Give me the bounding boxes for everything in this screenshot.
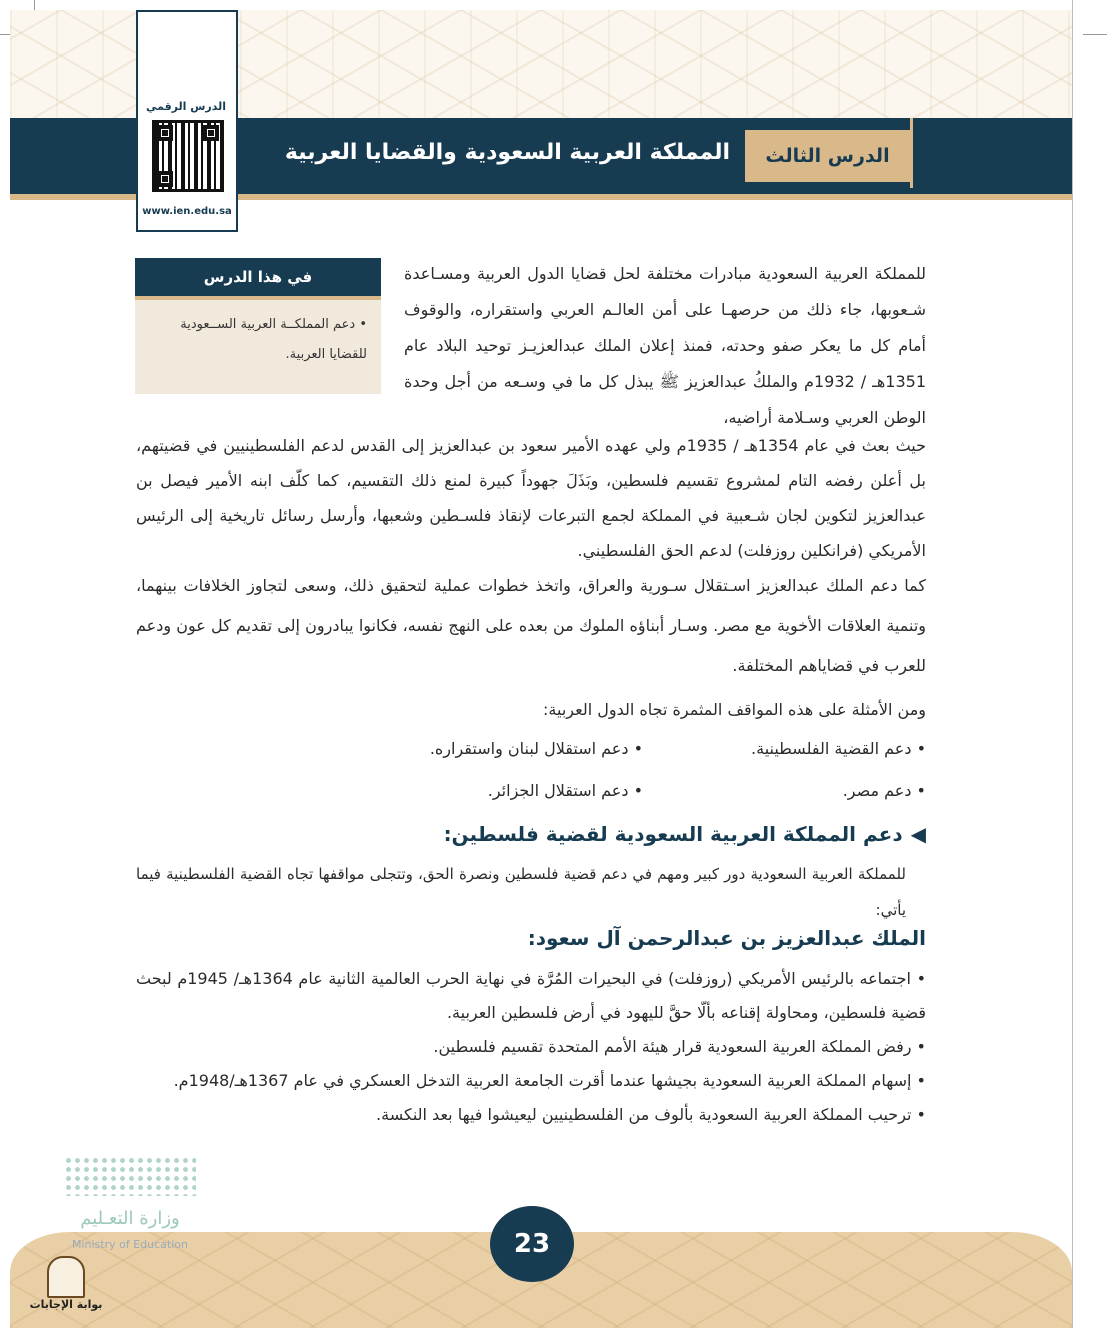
king-heading: الملك عبدالعزيز بن عبدالرحمن آل سعود: <box>527 926 926 950</box>
paragraph-jerusalem: حيث بعث في عام 1354هـ / 1935م ولي عهده الأمير سعود بن عبدالعزيز إلى القدس لدعم الفلسطينيين في قضيتهم، بل أعلن رفضه التام لمشروع تقسيم فلسطين، وبَذَلَ جهوداً كبيرة لمنع ذلك التقسيم، كما كلّف ابنه الأمير فيصل بن عبدالعزيز لتكوين لجان شـعبية في المملكة لجمع التبرعات لإنقاذ فلسـطين وشعبها، وأرسل رسائل تاريخية إلى الرئيس الأمريكي (فرانكلين روزفلت) لدعم الحق الفلسطيني. <box>136 436 926 560</box>
digital-lesson-card[interactable] <box>136 10 238 232</box>
paragraph-intro: للمملكة العربية السعودية مبادرات مختلفة لحل قضايا الدول العربية ومسـاعدة شـعوبها، جاء ذلك من حرصهـا على أمن العالـم العربي واستقراره، والوقوف أمام كل ما يعكر صفو وحدته، فمنذ إعلان الملك عبدالعزيـز توحيد البلاد عام 1351هـ / 1932م والملكُ عبدالعزيز ﷺ يبذل كل ما في وسـعه من أجل وحدة الوطن العربي وسـلامة أراضيه، <box>404 264 927 427</box>
paragraph-syria-iraq: كما دعم الملك عبدالعزيز اسـتقلال سـورية والعراق، واتخذ خطوات عملية لتحقيق ذلك، وسعى لتجاوز الخلافات بينهما، وتنمية العلاقات الأخوية مع مصر. وسـار أبناؤه الملوك من بعده على النهج نفسه، فكانوا يبادرون إلى تقديم كل عون ودعم للعرب في قضاياهم المختلفة. <box>136 576 926 675</box>
section-heading <box>300 822 926 846</box>
arrow-left-icon: ◀ <box>910 822 926 846</box>
list-item: • دعم استقلال الجزائر. <box>487 781 643 800</box>
page-number: 23 <box>490 1206 574 1282</box>
qr-finder <box>157 171 173 187</box>
objective-item: • دعم المملكــة العربية الســعودية للقضايا العربية. <box>180 317 367 362</box>
lesson-title: المملكة العربية السعودية والقضايا العربية <box>284 140 730 165</box>
lesson-objectives-box <box>135 258 381 394</box>
lesson-tab-bar <box>910 118 921 188</box>
lesson-number-tab: الدرس الثالث <box>745 130 910 182</box>
king-achievements-list <box>136 962 926 1132</box>
section-heading-text: دعم المملكة العربية السعودية لقضية فلسطين: <box>443 822 903 846</box>
ministry-name-ar: وزارة التعـليم <box>80 1208 180 1229</box>
qr-code-icon[interactable] <box>152 120 224 192</box>
qr-finder <box>203 125 219 141</box>
objectives-title: في هذا الدرس <box>135 258 381 300</box>
crop-mark <box>1083 34 1107 35</box>
ministry-dots-icon <box>64 1156 196 1196</box>
list-item: • دعم استقلال لبنان واستقراره. <box>429 739 643 758</box>
list-item: • رفض المملكة العربية السعودية قرار هيئة الأمم المتحدة تقسيم فلسطين. <box>433 1037 926 1056</box>
list-item: • ترحيب المملكة العربية السعودية بألوف من الفلسطينيين ليعيشوا فيها بعد النكسة. <box>376 1105 926 1124</box>
portal-gate-icon <box>47 1256 85 1298</box>
digital-lesson-label: الدرس الرقمي <box>145 100 227 113</box>
section-intro: للمملكة العربية السعودية دور كبير ومهم في دعم قضية فلسطين ونصرة الحق، وتتجلى مواقفها تجاه القضية الفلسطينية فيما يأتي: <box>136 865 906 919</box>
site-url-link[interactable]: www.ien.edu.sa <box>142 206 232 217</box>
list-item: • دعم مصر. <box>842 781 926 800</box>
list-item: • إسهام المملكة العربية السعودية بجيشها عندما أقرت الجامعة العربية التدخل العسكري في عام 1367هـ/1948م. <box>173 1071 926 1090</box>
list-item: • اجتماعه بالرئيس الأمريكي (روزفلت) في البحيرات المُرَّة في نهاية الحرب العالمية الثانية عام 1364هـ/ 1945م لبحث قضية فلسطين، ومحاولة إقناعه بألّا حقَّ لليهود في أرض فلسطين العربية. <box>136 969 927 1022</box>
ministry-name-en: Ministry of Education <box>71 1238 188 1251</box>
answers-portal-logo[interactable] <box>28 1256 104 1320</box>
paragraph-examples-intro: ومن الأمثلة على هذه المواقف المثمرة تجاه الدول العربية: <box>543 700 926 719</box>
ministry-logo <box>60 1150 200 1260</box>
examples-list <box>360 732 926 808</box>
list-item: • دعم القضية الفلسطينية. <box>751 739 926 758</box>
page-edge-line <box>1072 0 1073 1328</box>
portal-name: بوابة الإجابات <box>29 1298 103 1311</box>
qr-finder <box>157 125 173 141</box>
